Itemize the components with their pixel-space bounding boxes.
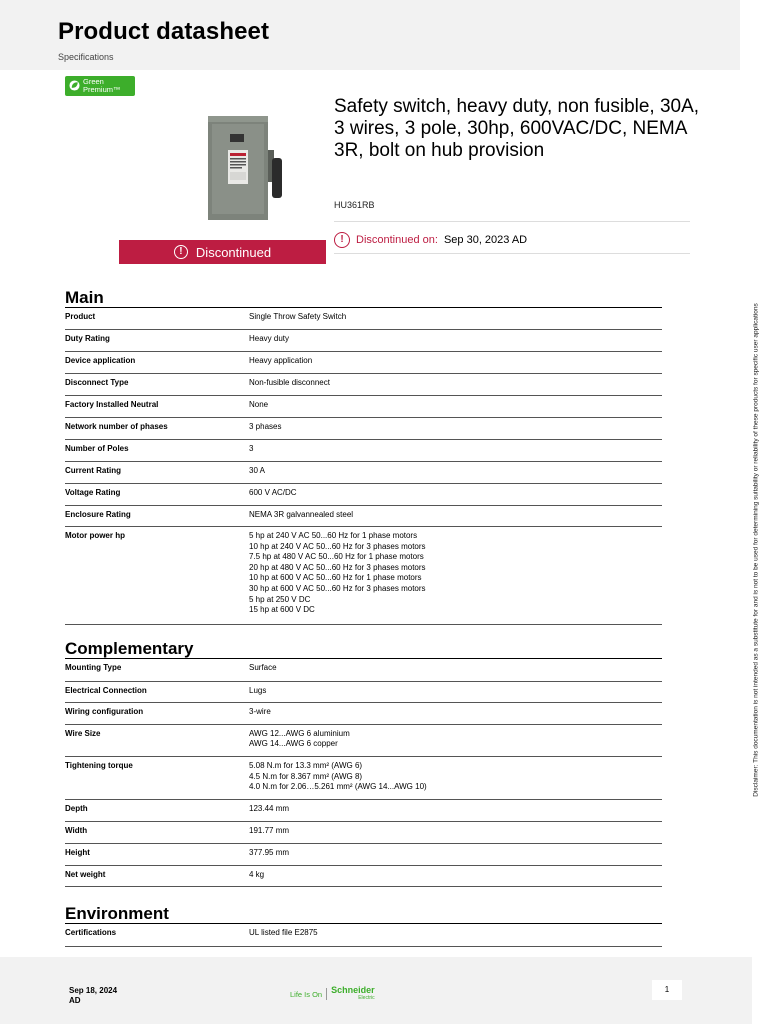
- divider: [334, 221, 690, 222]
- logo-brand: [331, 986, 375, 1002]
- discontinued-banner-label: Discontinued: [195, 244, 272, 260]
- spec-key: Tightening torque: [65, 761, 133, 770]
- spec-value-line: 3-wire: [249, 707, 271, 716]
- logo-separator: [326, 988, 327, 1000]
- spec-row: [65, 724, 662, 757]
- spec-value: [249, 822, 662, 844]
- spec-key: Current Rating: [65, 466, 121, 475]
- spec-value-line: Heavy application: [249, 356, 313, 365]
- spec-value: [249, 440, 662, 462]
- spec-key: Mounting Type: [65, 663, 122, 672]
- spec-value: [249, 681, 662, 703]
- spec-value: [249, 527, 662, 625]
- spec-value-line: 4.0 N.m for 2.06…5.261 mm² (AWG 14...AWG 10): [249, 782, 427, 792]
- spec-value-line: 30 hp at 600 V AC 50...60 Hz for 3 phases motors: [249, 583, 426, 593]
- spec-value: [249, 374, 662, 396]
- spec-key: Product: [65, 312, 96, 321]
- spec-value: [249, 844, 662, 866]
- spec-key: Width: [65, 826, 88, 835]
- spec-key: Height: [65, 848, 90, 857]
- spec-value-line: 20 hp at 480 V AC 50...60 Hz for 3 phases motors: [249, 562, 426, 572]
- spec-value-line: 4.5 N.m for 8.367 mm² (AWG 8): [249, 771, 363, 781]
- discontinued-on-date: Sep 30, 2023 AD: [443, 234, 528, 246]
- spec-value-line: 30 A: [249, 466, 266, 475]
- spec-row: [65, 352, 662, 374]
- spec-key: Wire Size: [65, 728, 101, 738]
- spec-row: [65, 418, 662, 440]
- spec-value: [249, 800, 662, 822]
- spec-row: [65, 527, 662, 625]
- spec-table: [65, 659, 662, 887]
- spec-value: [249, 757, 662, 800]
- spec-value-line: 600 V AC/DC: [249, 488, 297, 497]
- page-title: Product datasheet: [58, 18, 270, 45]
- exclamation-circle-icon: !: [334, 232, 350, 248]
- spec-key: Depth: [65, 804, 88, 813]
- spec-key: Duty Rating: [65, 334, 110, 343]
- spec-value-line: 10 hp at 600 V AC 50...60 Hz for 1 phase motors: [249, 573, 422, 583]
- spec-row: [65, 505, 662, 527]
- spec-value-line: 4 kg: [249, 869, 265, 879]
- spec-value-line: 3 phases: [249, 422, 282, 431]
- spec-row: [65, 681, 662, 703]
- spec-row: [65, 330, 662, 352]
- section-main: [65, 287, 662, 625]
- spec-value-line: 10 hp at 240 V AC 50...60 Hz for 3 phases motors: [249, 541, 426, 551]
- spec-row: [65, 396, 662, 418]
- spec-value: [249, 659, 662, 681]
- page-number: 1: [652, 980, 682, 1000]
- spec-value: [249, 418, 662, 440]
- spec-row: [65, 484, 662, 506]
- spec-row: [65, 308, 662, 330]
- spec-value: [249, 484, 662, 506]
- spec-value: [249, 703, 662, 725]
- spec-value-line: Single Throw Safety Switch: [249, 312, 347, 321]
- badge-line-1: Green: [83, 77, 104, 86]
- spec-value-line: 123.44 mm: [249, 804, 290, 813]
- spec-key: Certifications: [65, 928, 117, 937]
- disclaimer-text: Disclaimer: This documentation is not intended as a substitute for and is not to be used for determining suitability or reliability of these products for specific user applications: [752, 303, 760, 797]
- spec-value-line: 5.08 N.m for 13.3 mm² (AWG 6): [249, 761, 363, 770]
- spec-key: Motor power hp: [65, 531, 125, 540]
- spec-key: Network number of phases: [65, 422, 168, 431]
- schneider-logo: [290, 986, 375, 1002]
- discontinued-on-label: Discontinued on:: [356, 234, 438, 246]
- spec-key: Net weight: [65, 869, 106, 879]
- spec-key: Electrical Connection: [65, 685, 147, 695]
- page-footer: [0, 957, 752, 1024]
- spec-row: [65, 374, 662, 396]
- leaf-icon: [69, 80, 80, 91]
- spec-value: [249, 308, 662, 330]
- spec-row: [65, 659, 662, 681]
- spec-value-line: 7.5 hp at 480 V AC 50...60 Hz for 1 phase motors: [249, 552, 424, 562]
- spec-key: Voltage Rating: [65, 488, 121, 497]
- section-complementary: [65, 638, 662, 887]
- spec-key: Wiring configuration: [65, 707, 144, 716]
- spec-value-line: UL listed file E2875: [249, 928, 318, 937]
- product-reference: HU361RB: [334, 200, 375, 210]
- spec-row: [65, 440, 662, 462]
- spec-row: [65, 757, 662, 800]
- spec-value: [249, 505, 662, 527]
- spec-value-line: 15 hp at 600 V DC: [249, 605, 315, 615]
- spec-value-line: 377.95 mm: [249, 848, 290, 857]
- spec-value-line: 5 hp at 240 V AC 50...60 Hz for 1 phase motors: [249, 531, 418, 540]
- page-header: [0, 0, 740, 70]
- footer-date-era: AD: [69, 996, 81, 1005]
- spec-row: [65, 703, 662, 725]
- spec-value-line: NEMA 3R galvannealed steel: [249, 509, 354, 519]
- footer-date-text: Sep 18, 2024: [69, 986, 118, 995]
- section-title: Complementary: [65, 638, 662, 659]
- spec-value: [249, 352, 662, 374]
- section-title: Main: [65, 287, 662, 308]
- spec-key: Device application: [65, 356, 136, 365]
- spec-table: [65, 308, 662, 625]
- spec-value-line: 5 hp at 250 V DC: [249, 594, 311, 604]
- spec-value: [249, 396, 662, 418]
- page-subtitle: Specifications: [58, 52, 114, 62]
- section-title: Environment: [65, 903, 662, 924]
- product-image: [200, 110, 290, 225]
- spec-row: [65, 844, 662, 866]
- spec-table: [65, 924, 662, 947]
- footer-date: [69, 986, 117, 1006]
- spec-value-line: AWG 12...AWG 6 aluminium: [249, 728, 350, 738]
- spec-value: [249, 724, 662, 757]
- spec-value: [249, 330, 662, 352]
- spec-value-line: Non-fusible disconnect: [249, 378, 330, 387]
- spec-value-line: Surface: [249, 663, 277, 672]
- spec-value-line: Lugs: [249, 685, 267, 695]
- spec-key: Enclosure Rating: [65, 509, 131, 519]
- spec-value-line: AWG 14...AWG 6 copper: [249, 739, 338, 749]
- spec-key: Number of Poles: [65, 444, 129, 453]
- green-premium-badge: [65, 76, 135, 96]
- spec-value: [249, 865, 662, 887]
- discontinued-info: [334, 232, 527, 248]
- spec-key: Disconnect Type: [65, 378, 129, 387]
- spec-row: [65, 924, 662, 946]
- spec-value-line: None: [249, 400, 269, 409]
- spec-value-line: 191.77 mm: [249, 826, 290, 835]
- spec-row: [65, 865, 662, 887]
- exclamation-circle-icon: !: [174, 245, 188, 259]
- spec-row: [65, 462, 662, 484]
- spec-key: Factory Installed Neutral: [65, 400, 159, 409]
- logo-brand-sub: Electric: [358, 995, 375, 1001]
- product-title: Safety switch, heavy duty, non fusible, 30A, 3 wires, 3 pole, 30hp, 600VAC/DC, NEMA 3R, bolt on hub provision: [334, 96, 700, 161]
- spec-value: [249, 462, 662, 484]
- logo-brand-name: Schneider: [331, 985, 375, 995]
- spec-value-line: 3: [249, 444, 254, 453]
- discontinued-banner: [119, 240, 326, 264]
- section-environment: [65, 903, 662, 947]
- spec-value-line: Heavy duty: [249, 334, 290, 343]
- spec-row: [65, 800, 662, 822]
- logo-tagline: Life Is On: [290, 989, 323, 999]
- spec-value: [249, 924, 662, 946]
- divider: [334, 253, 690, 254]
- badge-line-2: Premium™: [83, 85, 121, 94]
- spec-row: [65, 822, 662, 844]
